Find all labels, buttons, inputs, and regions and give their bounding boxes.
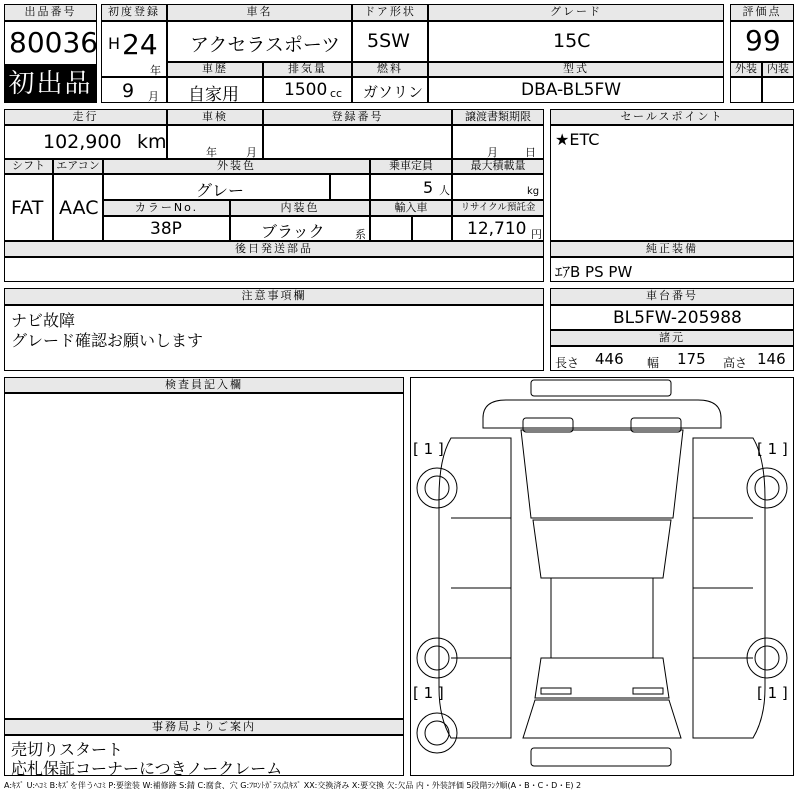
trunk xyxy=(523,700,681,738)
transfer-day-unit: 日 xyxy=(525,146,536,159)
height: 146 xyxy=(757,350,786,368)
spare-tire xyxy=(417,713,457,753)
front-right-wheel xyxy=(747,468,787,508)
windshield xyxy=(533,520,671,578)
dims-box xyxy=(550,346,794,371)
import-box-1 xyxy=(370,216,412,241)
displacement-box xyxy=(263,77,352,103)
mileage-box xyxy=(4,125,167,159)
shift: FAT xyxy=(11,197,44,219)
chassis-label: 車台番号 xyxy=(550,288,794,305)
displacement-unit: cc xyxy=(330,87,343,100)
recycle-label: リサイクル預託金 xyxy=(452,200,544,216)
roof xyxy=(551,578,653,658)
car-diagram-box xyxy=(410,377,794,776)
lot-number-box xyxy=(4,21,97,65)
color-extra-box xyxy=(330,174,370,200)
damage-legend: A:ｷｽﾞ U:ﾍｺﾐ B:ｷｽﾞを伴うﾍｺﾐ P:要塗装 W:補修跡 S:錆 C:腐食、穴 G:ﾌﾛﾝﾄｶﾞﾗｽ点ｷｽﾞ XX:交換済み X:要交換 欠:欠品 内・外装評価 5段階ﾗﾝｸ順(A・B・C・D・E) 2 xyxy=(4,781,582,790)
length-label: 長さ xyxy=(555,356,580,370)
office-line-1: 売切りスタート xyxy=(11,740,124,759)
interior-score-label: 内装 xyxy=(762,62,794,77)
reg-year: 24 xyxy=(122,28,158,61)
notes-label: 注意事項欄 xyxy=(4,288,544,305)
later-parts-label: 後日発送部品 xyxy=(4,241,544,257)
interior-score-box xyxy=(762,77,794,103)
import-label: 輸入車 xyxy=(370,200,452,216)
registration-label: 登録番号 xyxy=(263,109,452,125)
first-reg-box xyxy=(101,21,167,77)
inspector-box xyxy=(4,393,404,719)
color-no-label: カラーNo. xyxy=(103,200,230,216)
score: 99 xyxy=(745,24,781,57)
office-label: 事務局よりご案内 xyxy=(4,719,404,735)
notes-box xyxy=(4,305,544,371)
history: 自家用 xyxy=(188,85,239,105)
chassis-number: BL5FW-205988 xyxy=(613,308,742,328)
interior-color: ブラック xyxy=(261,222,325,241)
mileage: 102,900 xyxy=(43,131,122,153)
max-load-box xyxy=(452,174,544,200)
capacity-box xyxy=(370,174,452,200)
equipment-label: 純正装備 xyxy=(550,241,794,257)
inspection-label: 車検 xyxy=(167,109,263,125)
capacity-unit: 人 xyxy=(439,184,450,197)
score-box xyxy=(730,21,794,62)
color-box xyxy=(103,174,330,200)
car-name: アクセラスポーツ xyxy=(190,34,341,56)
interior-color-suffix: 系 xyxy=(355,228,366,241)
exterior-score-label: 外装 xyxy=(730,62,762,77)
color: グレー xyxy=(196,181,245,200)
aircon: AAC xyxy=(59,197,99,219)
note-line-2: グレード確認お願いします xyxy=(11,331,204,350)
transfer-box xyxy=(452,125,544,159)
rear-bumper xyxy=(531,748,671,766)
equipment: ｴｱB PS PW xyxy=(555,263,633,281)
tire-mark-front-left: [ 1 ] xyxy=(413,440,444,458)
fuel-box xyxy=(352,77,428,103)
inspection-box xyxy=(167,125,263,159)
width-label: 幅 xyxy=(647,356,660,370)
model-label: 型式 xyxy=(428,62,724,77)
door-type: 5SW xyxy=(367,30,410,52)
front-left-wheel xyxy=(417,468,457,508)
exterior-score-box xyxy=(730,77,762,103)
grade-box xyxy=(428,21,724,62)
interior-color-box xyxy=(230,216,370,241)
sales-point: ★ETC xyxy=(555,130,600,149)
chassis-box xyxy=(550,305,794,330)
inspection-month-unit: 月 xyxy=(246,146,257,159)
height-label: 高さ xyxy=(723,356,748,370)
displacement: 1500 xyxy=(284,80,328,100)
capacity-label: 乗車定員 xyxy=(370,159,452,174)
tire-mark-front-right: [ 1 ] xyxy=(757,440,788,458)
mileage-label: 走行 xyxy=(4,109,167,125)
dims-label: 諸元 xyxy=(550,330,794,346)
shift-box xyxy=(4,174,53,241)
rear-window xyxy=(535,658,669,698)
fuel-label: 燃料 xyxy=(352,62,428,77)
recycle: 12,710 xyxy=(467,219,527,239)
front-panel xyxy=(483,400,721,428)
rear-light-left xyxy=(541,688,571,694)
sales-point-label: セールスポイント xyxy=(550,109,794,125)
tire-mark-rear-right: [ 1 ] xyxy=(757,684,788,702)
reg-month: 9 xyxy=(122,80,135,102)
first-reg-label: 初度登録 xyxy=(101,4,167,21)
sales-point-box xyxy=(550,125,794,241)
inspection-year-unit: 年 xyxy=(206,146,217,159)
car-name-box xyxy=(167,21,352,62)
score-label: 評価点 xyxy=(730,4,794,21)
lot-number-label: 出品番号 xyxy=(4,4,97,21)
transfer-label: 譲渡書類期限 xyxy=(452,109,544,125)
mileage-unit: km xyxy=(137,131,167,153)
hood xyxy=(521,430,683,518)
fuel: ガソリン xyxy=(363,83,424,101)
shift-label: シフト xyxy=(4,159,53,174)
grade: 15C xyxy=(553,30,591,52)
inspector-label: 検査員記入欄 xyxy=(4,377,404,393)
aircon-box xyxy=(53,174,103,241)
door-box xyxy=(352,21,428,62)
color-no: 38P xyxy=(150,219,182,239)
model: DBA-BL5FW xyxy=(521,80,622,100)
equipment-box xyxy=(550,257,794,282)
transfer-month-unit: 月 xyxy=(487,146,498,159)
office-box xyxy=(4,735,404,776)
width: 175 xyxy=(677,350,706,368)
recycle-unit: 円 xyxy=(531,228,542,241)
reg-month-unit: 月 xyxy=(148,90,159,103)
later-parts-box xyxy=(4,257,544,282)
history-label: 車歴 xyxy=(167,62,263,77)
registration-box xyxy=(263,125,452,159)
office-line-2: 応札保証コーナーにつきノークレーム xyxy=(11,759,283,778)
era: H xyxy=(108,34,121,53)
lot-number: 80036 xyxy=(9,26,99,59)
car-name-label: 車名 xyxy=(167,4,352,21)
tire-mark-rear-left: [ 1 ] xyxy=(413,684,444,702)
capacity: 5 xyxy=(423,178,434,197)
history-box xyxy=(167,77,263,103)
first-listing-badge: 初出品 xyxy=(4,65,97,103)
import-box-2 xyxy=(412,216,452,241)
displacement-label: 排気量 xyxy=(263,62,352,77)
length: 446 xyxy=(595,350,624,368)
color-label: 外装色 xyxy=(103,159,370,174)
max-load-label: 最大積載量 xyxy=(452,159,544,174)
car-diagram xyxy=(411,378,793,775)
door-label: ドア形状 xyxy=(352,4,428,21)
front-bumper xyxy=(531,380,671,396)
interior-color-label: 内装色 xyxy=(230,200,370,216)
rear-light-right xyxy=(633,688,663,694)
aircon-label: エアコン xyxy=(53,159,103,174)
recycle-box xyxy=(452,216,544,241)
reg-month-box xyxy=(101,77,167,103)
note-line-1: ナビ故障 xyxy=(11,311,76,330)
max-load-unit: kg xyxy=(527,186,540,197)
grade-label: グレード xyxy=(428,4,724,21)
color-no-box xyxy=(103,216,230,241)
model-box xyxy=(428,77,724,103)
reg-year-unit: 年 xyxy=(150,64,161,77)
